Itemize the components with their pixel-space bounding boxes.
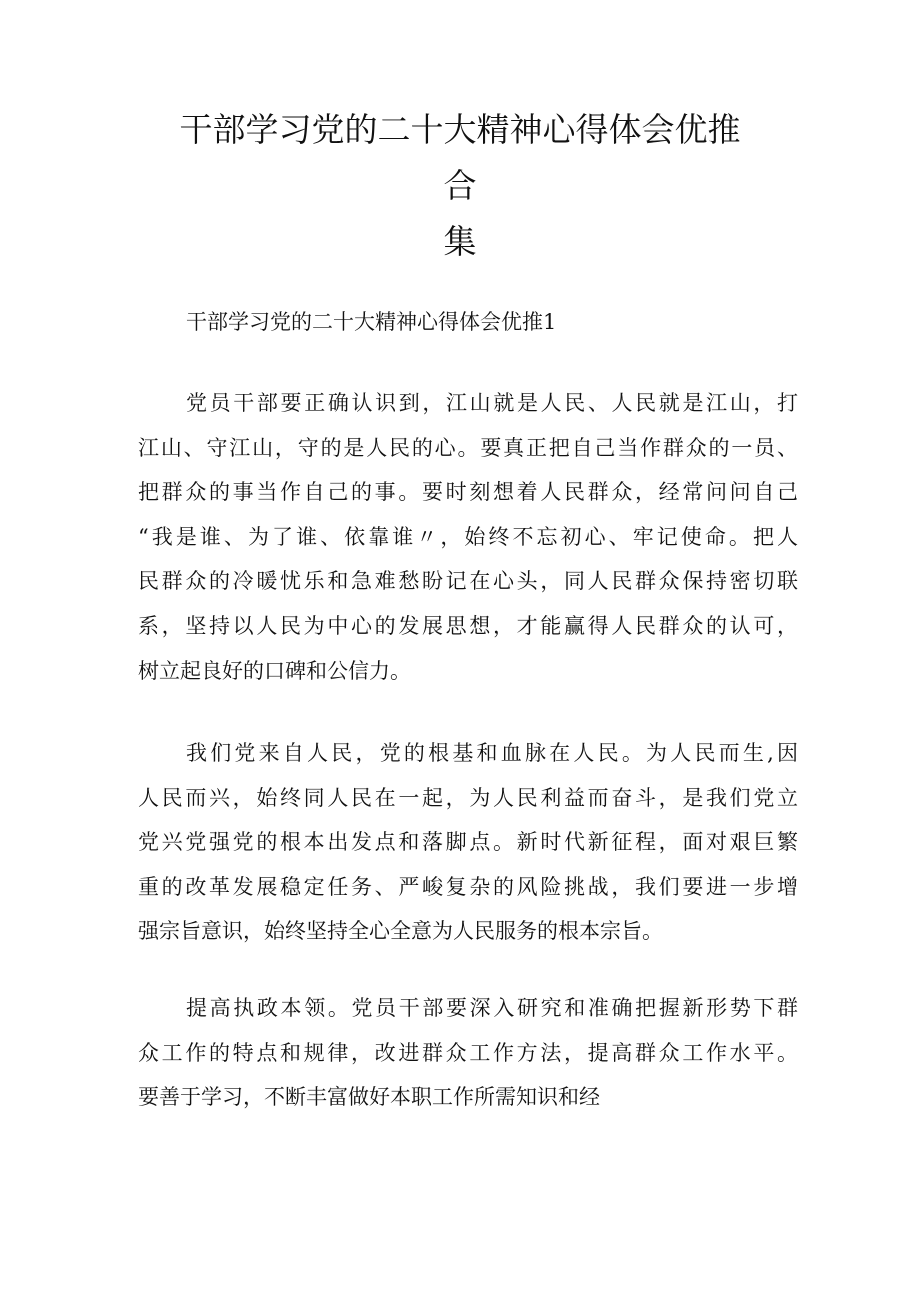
document-title-line-2: 集 (443, 222, 477, 261)
paragraph-1-line-2: 江山、守江山，守的是人民的心。要真正把自己当作群众的一员、 (138, 435, 798, 460)
paragraph-1-line-3: 把群众的事当作自己的事。要时刻想着人民群众，经常问问自己 (138, 480, 798, 505)
paragraph-3-line-1: 提高执政本领。党员干部要深入研究和准确把握新形势下群 (186, 996, 798, 1020)
paragraph-3-line-2: 众工作的特点和规律，改进群众工作方法，提高群众工作水平。 (138, 1040, 798, 1065)
section-heading: 干部学习党的二十大精神心得体会优推1 (186, 310, 557, 334)
document-title (170, 102, 750, 270)
paragraph-2 (138, 731, 798, 954)
paragraph-2-line-1: 我们党来自人民，党的根基和血脉在人民。为人民而生,因 (186, 741, 798, 765)
document-title-line-1: 干部学习党的二十大精神心得体会优推合 (179, 110, 741, 205)
paragraph-1-line-6: 系，坚持以人民为中心的发展思想，才能赢得人民群众的认可， (138, 613, 798, 638)
paragraph-2-line-3: 党兴党强党的根本出发点和落脚点。新时代新征程，面对艰巨繁 (138, 830, 798, 855)
paragraph-1-line-7: 树立起良好的口碑和公信力。 (138, 658, 411, 683)
paragraph-2-line-2: 人民而兴，始终同人民在一起，为人民利益而奋斗，是我们党立 (138, 785, 798, 810)
paragraph-2-line-4: 重的改革发展稳定任务、严峻复杂的风险挑战，我们要进一步增 (138, 874, 798, 899)
paragraph-3-line-3: 要善于学习，不断丰富做好本职工作所需知识和经 (138, 1085, 600, 1110)
paragraph-2-line-5: 强宗旨意识，始终坚持全心全意为人民服务的根本宗旨。 (138, 919, 663, 944)
paragraph-1-line-1: 党员干部要正确认识到，江山就是人民、人民就是江山，打 (186, 391, 798, 415)
paragraph-1-line-5: 民群众的冷暖忧乐和急难愁盼记在心头，同人民群众保持密切联 (138, 569, 798, 594)
paragraph-3 (138, 986, 798, 1120)
paragraph-1 (138, 381, 798, 693)
paragraph-1-line-4: “我是谁、为了谁、依靠谁〃，始终不忘初心、牢记使命。把人 (138, 524, 798, 549)
